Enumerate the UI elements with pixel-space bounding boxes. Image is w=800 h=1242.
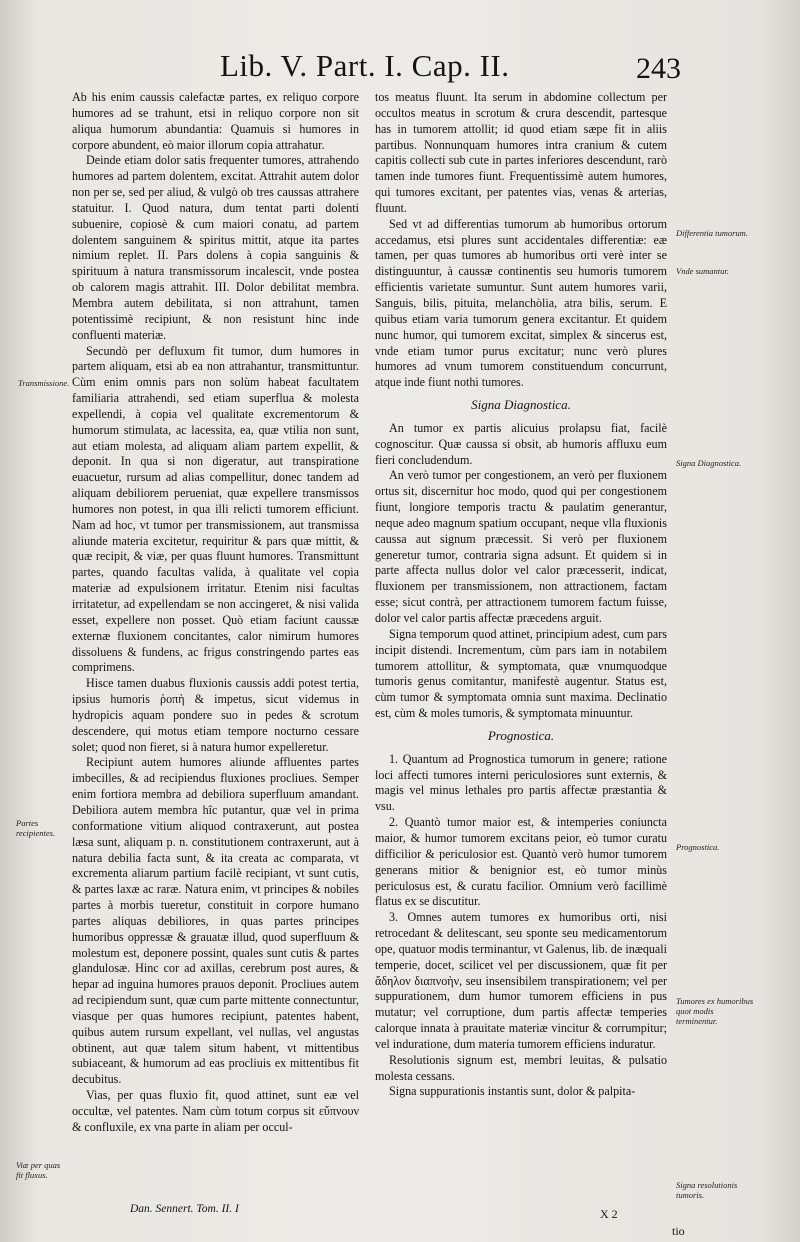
- signature-mark: X 2: [600, 1207, 618, 1221]
- paragraph: Signa temporum quod attinet, principium adest, cum pars incipit distendi. Incrementum, cùm pars iam in notabilem tumorem attollitur, & symptomata, quæ vnumquodque tumoris genus comitantur, manifestè augentur. Status est, cùm tumor & symptomata omnia sunt maxima. Declinatio est, cùm & moles tumoris, & symptomata minuuntur.: [375, 626, 667, 721]
- margin-note-signa-diagnostica: Signa Diagnostica.: [676, 458, 742, 468]
- page-number: 243: [636, 52, 681, 85]
- section-heading: Signa Diagnostica.: [471, 397, 571, 413]
- margin-note-transmissione: Transmissione.: [18, 378, 70, 388]
- paragraph: Signa suppurationis instantis sunt, dolor & palpita-: [389, 1084, 636, 1099]
- catchword: tio: [672, 1224, 685, 1238]
- margin-note-tumores-modi: Tumores ex humoribus quot modis terminentur.: [676, 996, 754, 1026]
- paragraph: Secundò per defluxum fit tumor, dum humores in partem aliquam, etsi ab ea non attrahantur, transmittuntur. Cùm enim omnis pars non solùm habeat facultatem familiaria attrahendi, sed etiam superflua & molesta expellendi, à copia vel qualitate excrementorum & humorum stimulata, ac lacessita, ea, quæ vtilia non sunt, aut etiam molesta, ad aliquam aliam partem expellit, & deponit. In qua si non digeratur, aut transpiratione euacuetur, rursum ad alias compellitur, donec tandem ad aliquam debiliorem perueniat, quæ expellere transmissos humores non potest, in qua illi relicti tumorem efficiunt. Nam ad hoc, vt tumor per transmissionem, aut transmissa aliunde materia excitetur, requiritur & pars quæ mittit, & quæ recipit, & viæ, per quas fluunt humores. Transmittunt partes, quando facultas valida, à qualitate vel copia materiæ ad expulsionem irritatur. Etenim nisi facultas irritatetur, ad expellendam se non accingeret, & nisi valida esset, expellere non posset. Quò etiam faciunt caussæ externæ fluxionem concitantes, calor nimirum humores dissoluens & fundens, ac frigus constringendo partes eas comprimens.: [72, 343, 359, 675]
- paragraph: Vias, per quas fluxio fit, quod attinet, sunt eæ vel occultæ, vel patentes. Nam cùm totum corpus sit εὔπνουν & confluxile, ex vna parte in aliam per occul-: [72, 1088, 359, 1134]
- paragraph: Ab his enim caussis calefactæ partes, ex reliquo corpore humores ad se trahunt, etsi in reliquo corpore non sit aliqua humorum abundantia: Quamuis si humores in corpore abundent, eò maior illorum copia attrahatur.: [72, 90, 359, 152]
- paragraph: An tumor ex partis alicuius prolapsu fiat, facilè cognoscitur. Quæ caussa si obsit, ab humoris affluxu eum fieri concludendum.: [375, 420, 667, 467]
- paragraph: Hisce tamen duabus fluxionis caussis addi potest tertia, ipsius humoris ῥοπὴ & impetus, sicut videmus in hydropicis aquam pondere suo in pedes & scrotum descendere, qui motus etiam tempore nocturno cessare solet; quod non fieret, si à natura humor expelleretur.: [72, 676, 359, 754]
- section-heading: Prognostica.: [487, 727, 555, 743]
- paragraph: 2. Quantò tumor maior est, & intemperies coniuncta maior, & humor tumorem excitans peior, eò tumor curatu difficilior & periculosior est. Quantò verò humor tumorem generans mitior & benignior est, eò tumor minùs periculosus est, & curatu facilior. Omnium verò facillimè flatus ex se discutitur.: [375, 815, 667, 909]
- paragraph: Recipiunt autem humores aliunde affluentes partes imbecilles, & ad recipiendus fluxiones procliues. Semper enim fortiora membra ad debiliora superfluum amandant. Debiliora autem membra hîc putantur, quæ vel in prima conformatione vitium aliquod contraxerunt, aut postea læsa sunt, aliquam p. n. constitutionem contraxerunt, aut à natura debilia facta sunt, & ita creata ac comparata, vt excrementa aliarum partium facilè recipiant, vt sunt cutis, & partes laxæ ac raræ. Natura enim, vt principes & nobiles partes à morbis tueretur, constituit in corpore humano partes aliquas debiliores, in quas partes principes humoribus oppressæ & grauatæ illud, quod superfluum & molestum est, deponere possint, quales sunt cutis & partes glandulosæ. Hinc cor ad axillas, cerebrum post aures, & hepar ad inguina humores prauos deponit. Procliues autem ad recipiendum sunt, quæ cum parte mittente connectuntur, viasque per quas humores recipiunt, patentes habent, quibus autem rursum expellant, vel nullas, vel angustas obtinent, aut quæ talem situm habent, vt mittentibus subiaceant, & humorum ad eas procliuis ex mittentibus fit decubitus.: [72, 755, 359, 1087]
- paragraph: 1. Quantum ad Prognostica tumorum in genere; ratione loci affecti tumores interni periculosiores sunt externis, & magis vel minus lethales pro partis affectæ præstantia & vsu.: [375, 751, 667, 814]
- margin-note-differentia: Differentia tumorum.: [676, 228, 748, 238]
- margin-note-viae: Viæ per quas fit fluxus.: [16, 1160, 61, 1180]
- paragraph: 3. Omnes autem tumores ex humoribus orti, nisi retrocedant & delitescant, seu sponte seu medicamentorum ope, quatuor modis terminantur, vt Galenus, lib. de inæquali temperie, docet, scilicet vel per discussionem, quæ fit per ἄδηλον διαπνοὴν, seu insensibilem transpirationem; vel per suppurationem, dum humor tumorem efficiens in pus mutatur; vel corruptione, dum partis affectæ temperies calorque innata à prauitate materiæ vincitur & corrumpitur; vel induratione, dum materia tumorem efficiens induratur.: [375, 910, 667, 1051]
- paragraph: Sed vt ad differentias tumorum ab humoribus ortorum accedamus, etsi plures sunt accidentales differentiæ: eæ tamen, per quas tumores ab humoribus orti verè inter se distinguuntur, à caussæ continentis seu humoris tumorem efficientis varietate sumuntur. Sunt autem humores varii, Sanguis, bilis, pituita, melanchòlia, atra bilis, serum. E quibus etiam varia tumorum genera excitantur. Et quidem nunc humor, qui tumorem excitat, simplex & sincerus est, vnde etiam tumor purus excitatur; nunc verò plures humores ad vnum tumorem constituendum concurrunt, atque inde fiunt nothi tumores.: [375, 216, 667, 390]
- page-title: Lib. V. Part. I. Cap. II.: [220, 48, 510, 83]
- margin-note-vnde: Vnde sumantur.: [676, 266, 729, 276]
- left-text-column: [72, 90, 359, 1136]
- margin-note-signa-resolutionis: Signa resolutionis tumoris.: [676, 1180, 738, 1200]
- paragraph: Deinde etiam dolor satis frequenter tumores, attrahendo humores ad partem dolentem, excitat. Attrahit autem dolor non per se, sed per aliud, & vulgò ob tres caussas attrahere statuitur. I. Quod natura, dum tentat parti dolenti subuenire, copiosè & cum maiori conatu, ad partem dolentem sanguinem & spiritus mittit, atque ita partes nimium replet. II. Pars dolens à copia sanguinis & spirituum à natura transmissorum incalescit, vnde postea ob calorem magis attrahit. III. Dolor debilitat membra. Membra autem debilitata, si non attrahunt, tamen potentissimè recipiunt, & non resistunt hinc inde confluenti materiæ.: [72, 153, 359, 342]
- footer-author: Dan. Sennert. Tom. II. I: [130, 1203, 239, 1215]
- paragraph: An verò tumor per congestionem, an verò per fluxionem ortus sit, discernitur hoc modo, quod qui per congestionem fiunt, longiore temporis tractu & paulatim generantur, neque adeo magnum spatium occupant, neque vlla fluxionis caussa aut signum præcessit. Si verò per fluxionem generetur tumor, contraria signa adsunt. Et quidem si in parte affecta nullus dolor vel calor præcesserit, indicat, fluxionem per transmissionem, non attractionem, factam esse; sicut contrà, per attractionem tumorem factum fuisse, dolor vel calor partis affectæ præcedens arguit.: [375, 468, 667, 625]
- right-text-column: [375, 90, 667, 1100]
- margin-note-partes-recipientes: Partes recipientes.: [16, 818, 56, 838]
- paragraph: Resolutionis signum est, membri leuitas, & pulsatio molesta cessans.: [375, 1052, 667, 1083]
- margin-note-prognostica: Prognostica.: [676, 842, 720, 852]
- paragraph: tos meatus fluunt. Ita serum in abdomine collectum per occultos meatus in scrotum & crura descendit, partesque has in tumorem attollit; id quod etiam sæpe fit in aliis partibus. Nonnunquam humores intra cranium & cutem capitis collecti sub cute in partes inferiores descendunt, rarò tamen inde tumores fiunt. Frequentissimè autem humores, qui tumores excitant, per patentes vias, venas & arterias, fluunt.: [375, 90, 667, 215]
- running-head: [0, 46, 800, 90]
